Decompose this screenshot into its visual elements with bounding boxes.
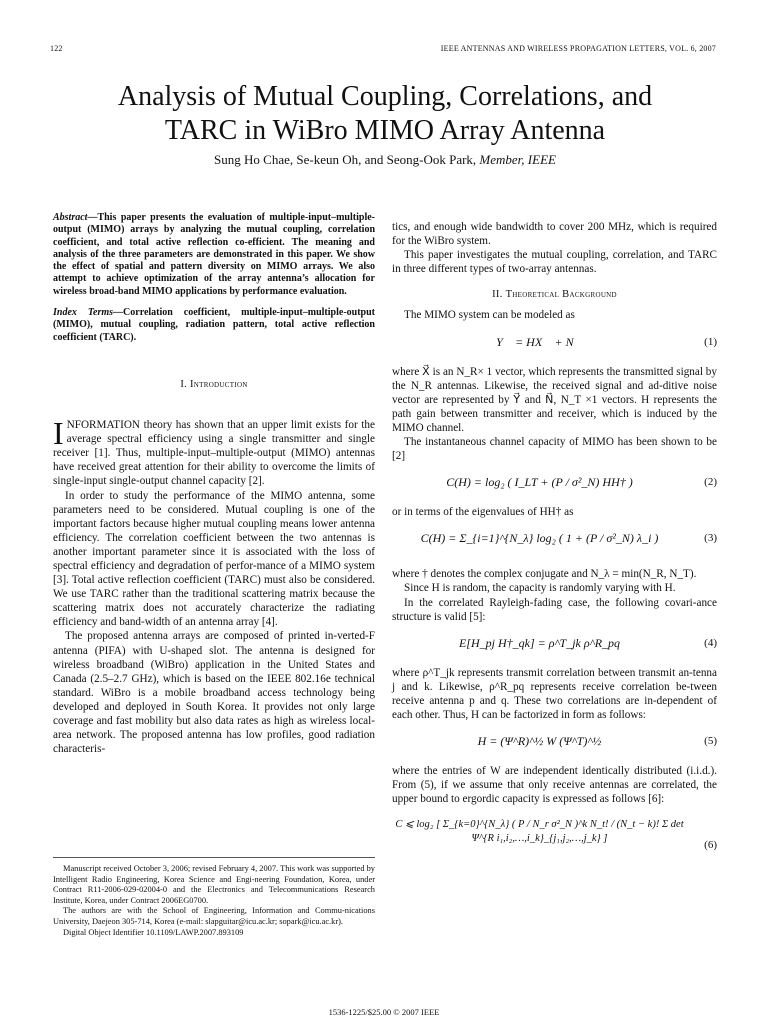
model-explanation: where X⃗ is an N_R× 1 vector, which represents the transmitted signal by the N_R antennas. Likewise, the received signal and ad-ditive noise vector are represented by Y⃗ and N⃗, N_T ×1 vectors. H represents the path gain between transmitter and receiver, which is induced by the MIMO channel. [392,365,717,434]
drop-cap: I [53,415,64,452]
equation-body: Y⃗ = HX⃗ + N⃗ [496,334,583,349]
equation-body: C(H) = Σ_{i=1}^{N_λ} log₂ ( 1 + (P / σ²_N) λ_i ) [420,531,659,546]
equation-2 [392,469,717,499]
equation-3 [392,525,717,561]
equation-number: (1) [704,335,717,348]
section-title: Introduction [190,378,248,390]
page-number: 122 [50,44,63,53]
section-numeral: I. [180,378,188,390]
index-terms-lead: Index Terms— [53,307,124,319]
author-list [40,152,730,168]
equation-number: (2) [704,476,717,489]
equation-4 [392,630,717,660]
equation-6 [392,812,717,852]
section-title: Theoretical Background [505,289,617,301]
footnote [53,857,375,938]
running-head [50,44,716,58]
equation-body: H = (Ψ^R)^½ W (Ψ^T)^½ [477,734,602,749]
abstract-text: This paper presents the evaluation of multiple-input–multiple-output (MIMO) arrays by analyzing the mutual coupling, correlation coefficient, and total active reflection co-efficient. The meaning and analysis of the three parameters are demonstrated in this paper. We show the effect of spatial and pattern diversity on MIMO arrays. We also attempt to achieve optimization of the array antenna’s allocation for wireless broad-band MIMO applications by performance evaluation. [53,212,375,297]
footnote-manuscript: Manuscript received October 3, 2006; revised February 4, 2007. This work was supported by Intelligent Radio Engineering, Korea Science and Engi-neering Foundation, Korea, under Contract R11-2006-029-02004-0 and the Electronics and Telecommunications Research Institute, Korea, under Contract 2006EG0700. [53,864,375,905]
title-line-1: Analysis of Mutual Coupling, Correlations, and [117,81,653,112]
eigenvalue-intro: or in terms of the eigenvalues of HH† as [392,506,574,519]
section-heading-theory [392,288,717,302]
author-names: Sung Ho Chae, Se-keun Oh, and Seong-Ook Park, [214,152,477,167]
equation-body: C ⩽ log₂ [ Σ_{k=0}^{N_λ} ( P / N_r σ²_N )^k N_t! / (N_t − k)! Σ det Ψ^{R i₁,i₂,…,i_k}_{j₁,j₂,…,j_k} ] [395,819,684,845]
left-column [53,212,375,756]
footnote-doi: Digital Object Identifier 10.1109/LAWP.2007.893109 [63,927,244,937]
right-column [392,220,717,858]
equation-5 [392,728,717,758]
intro-paragraph-3: The proposed antenna arrays are composed of printed in-verted-F antenna (PIFA) with U-shaped slot. The antenna is designed for wireless broadband (WiBro) application in the United States and Canada (2.5–2.7 GHz), which is based on the IEEE 802.16e technical standard. WiBro is a mobile broadband access technology being developed and deployed in South Korea. It provides not only large coverage and fast mobility but also data rates as high as wireless local-area network. The proposed antenna has low profiles, good radiation characteris- [53,630,375,756]
correlation-explanation: where ρ^T_jk represents transmit correlation between transmit an-tenna j and k. Likewise, ρ^R_pq represents receive correlation be-tween receive antenna p and q. These two correlations are in-dependent of each other. Thus, H can be factorized in form as follows: [392,666,717,721]
intro-paragraph-1 [53,415,375,488]
random-capacity: Since H is random, the capacity is randomly varying with H. [404,582,676,595]
equation-1 [392,329,717,359]
section-heading-introduction [53,378,375,392]
capacity-intro: The instantaneous channel capacity of MIMO has been shown to be [2] [392,436,717,463]
rayleigh-intro: In the correlated Rayleigh-fading case, the following covari-ance structure is valid [5]: [392,596,717,623]
footnote-affiliation: The authors are with the School of Engineering, Information and Commu-nications University, Daejeon 305-714, Korea (e-mail: slapguitar@icu.ac.kr; sopark@icu.ac.kr). [53,906,375,926]
equation-number: (6) [704,839,717,852]
copyright-line: 1536-1225/$25.00 © 2007 IEEE [328,1007,440,1017]
conjugate-explanation: where † denotes the complex conjugate and N_λ = min(N_R, N_T). [392,568,697,581]
abstract-lead: Abstract— [53,212,98,223]
journal-citation: IEEE ANTENNAS AND WIRELESS PROPAGATION LETTERS, VOL. 6, 2007 [440,44,716,53]
equation-body: E[H_pj H†_qk] = ρ^T_jk ρ^R_pq [458,635,621,650]
index-terms-text: Correlation coefficient, multiple-input–multiple-output (MIMO), mutual coupling, radiation pattern, total active reflection coefficient (TARC). [53,307,375,343]
equation-body: C(H) = log₂ ( I_LT + (P / σ²_N) HH† ) [446,475,633,490]
equation-number: (5) [704,735,717,748]
equation-number: (3) [704,532,717,545]
index-terms [53,307,375,344]
paper-scope-paragraph: This paper investigates the mutual coupling, correlation, and TARC in three different types of two-array antennas. [392,249,717,276]
paper-title [40,80,730,148]
iid-explanation: where the entries of W are independent identically distributed (i.i.d.). From (5), if we assume that only receive antennas are correlated, the upper bound to ergordic capacity is expressed as follows [6]: [392,765,717,806]
model-intro: The MIMO system can be modeled as [404,309,575,322]
intro-continuation: tics, and enough wide bandwidth to cover 200 MHz, which is required for the WiBro system. [392,221,717,248]
title-line-2: TARC in WiBro MIMO Array Antenna [164,115,606,146]
intro-paragraph-2: In order to study the performance of the MIMO antenna, some parameters need to be considered. Mutual coupling is one of the important factors because higher mutual coupling means lower antenna efficiency. The correlation coefficient between the two antennas is another important parameter since it is associated with the loss of spectral efficiency and degradation of perfor-mance of a MIMO system [3]. Total active reflection coefficient (TARC) must also be considered. We use TARC rather than the traditional scattering matrix because the scattering matrix does not accurately characterize the radiating efficiency and band-width of an antenna array [4]. [53,489,375,629]
section-numeral: II. [492,289,503,301]
equation-number: (4) [704,636,717,649]
author-membership: Member, IEEE [479,152,556,167]
intro-paragraph-1-text: NFORMATION theory has shown that an upper limit exists for the average spectral efficiency using a single transmitter and single receiver [1]. Thus, multiple-input–multiple-output (MIMO) antennas have received great attention for their ability to overcome the limits of single-input single-output channel capacity [2]. [53,419,375,488]
abstract [53,212,375,298]
